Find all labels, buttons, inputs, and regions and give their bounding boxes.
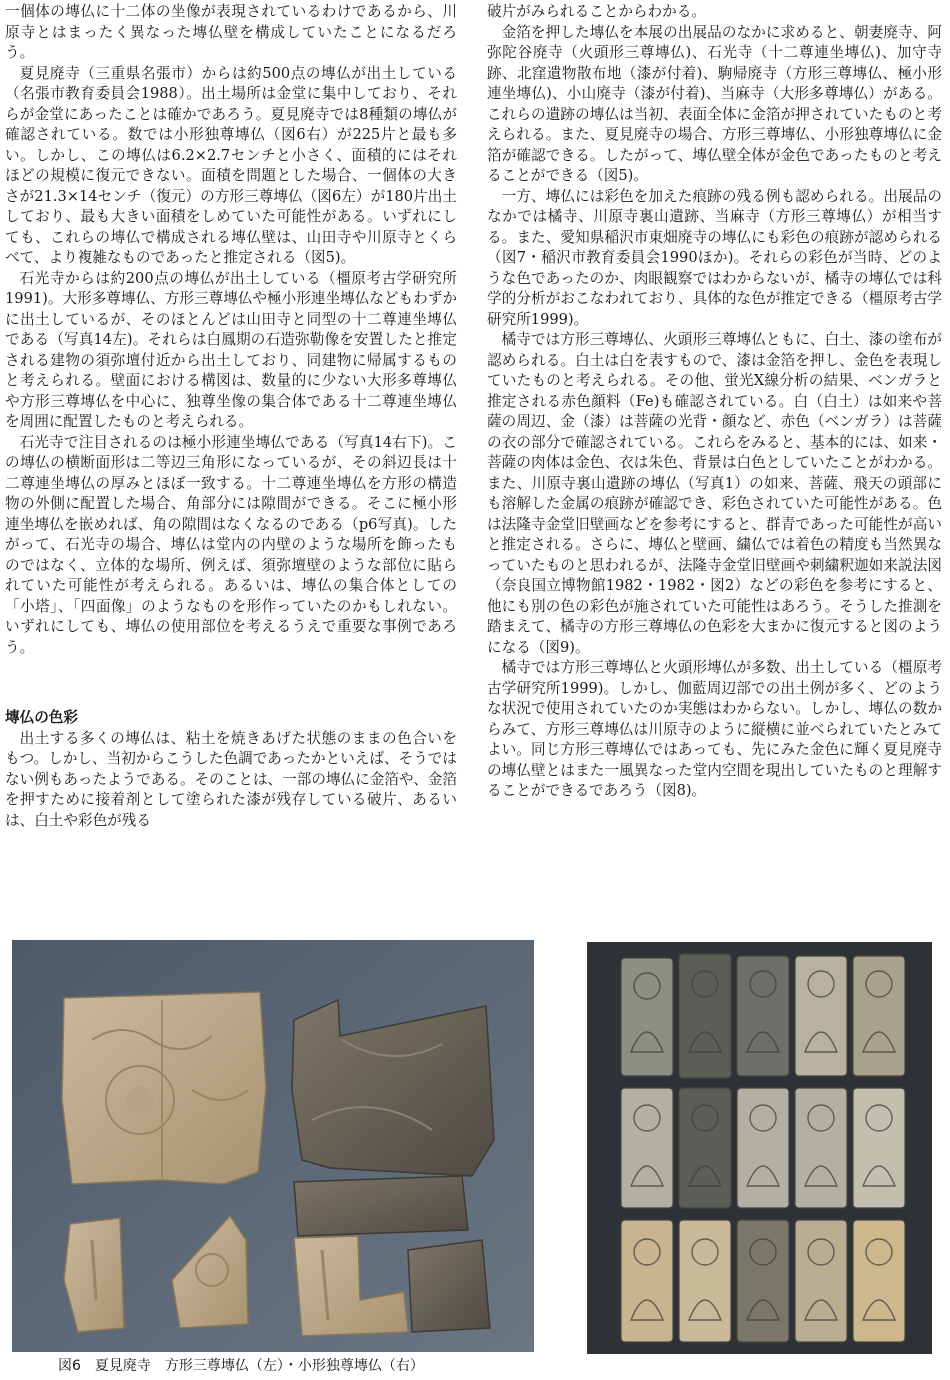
photo-small-single-buddha-tiles: [587, 942, 932, 1354]
paragraph: 石光寺で注目されるのは極小形連坐塼仏である（写真14右下)。この塼仏の横断面形は二等辺三角形になっているが、その斜辺長は十二尊連坐塼仏の厚みとほぼ一致する。十二尊連坐塼仏を方形の構造物の外側に配置した場合、角部分には隙間ができる。そこに極小形連坐塼仏を嵌めれば、角の隙間はなくなるのである（p6写真)。したがって、石光寺の場合、塼仏は堂内の内壁のような場所を飾ったものではなく、立体的な場所、例えば、須弥壇壁のような部位に貼られていた可能性が考えられる。あるいは、塼仏の集合体としての「小塔」、「四面像」のようなものを形作っていたのかもしれない。いずれにしても、塼仏の使用部位を考えるうえで重要な事例であろう。: [5, 433, 457, 656]
right-text-column: [487, 2, 942, 802]
figure-caption: 図6 夏見廃寺 方形三尊塼仏（左）・小形独尊塼仏（右）: [58, 1358, 424, 1374]
photo-square-triad-tiles: [12, 940, 534, 1352]
left-text-column: [5, 2, 457, 831]
paragraph: 一個体の塼仏に十二体の坐像が表現されているわけであるから、川原寺とはまったく異なった塼仏壁を構成していたことになるだろう。: [5, 3, 457, 61]
paragraph: 夏見廃寺（三重県名張市）からは約500点の塼仏が出土している（名張市教育委員会1988）。出土場所は金堂に集中しており、それらが金堂にあったことは確かであろう。夏見廃寺では8種類の塼仏が確認されている。数では小形独尊塼仏（図6右）が225片と最も多い。しかし、この塼仏は6.2×2.7センチと小さく、面積的にはそれほどの規模に復元できない。面積を問題とした場合、一個体の大きさが21.3×14センチ（復元）の方形三尊塼仏（図6左）が180片出土しており、最も大きい面積をしめていた可能性がある。いずれにしても、これらの塼仏で構成される塼仏壁は、山田寺や川原寺とくらべて、より複雑なものであったと推定される（図5)。: [5, 64, 457, 266]
paragraph: 橘寺では方形三尊塼仏と火頭形塼仏が多数、出土している（橿原考古学研究所1999)。しかし、伽藍周辺部での出土例が多く、どのような状況で使用されていたのか実態はわからない。しかし、塼仏の数からみて、方形三尊塼仏は川原寺のように縦横に並べられていたとみてよい。同じ方形三尊塼仏ではあっても、先にみた金色に輝く夏見廃寺の塼仏壁とはまた一風異なった堂内空間を現出していたものと理解することができるであろう（図8)。: [487, 659, 942, 799]
paragraph: 出土する多くの塼仏は、粘土を焼きあげた状態のままの色合いをもつ。しかし、当初からこうした色調であったかといえば、そうではない例もあったようである。そのことは、一部の塼仏に金箔や、金箔を押すために接着剤として塗られた漆が残存している破片、あるいは、白土や彩色が残る: [5, 729, 457, 829]
paragraph: 一方、塼仏には彩色を加えた痕跡の残る例も認められる。出展品のなかでは橘寺、川原寺裏山遺跡、当麻寺（方形三尊塼仏）が相当する。また、愛知県稲沢市東畑廃寺の塼仏にも彩色の痕跡が認められる（図7・稲沢市教育委員会1990ほか)。それらの彩色が当時、どのような色であったのか、肉眼観察ではわからないが、橘寺の塼仏では科学的分析がおこなわれており、具体的な色が推定できる（橿原考古学研究所1999)。: [487, 187, 942, 328]
section-heading: 塼仏の色彩: [5, 709, 78, 726]
paragraph: 金箔を押した塼仏を本展の出展品のなかに求めると、朝妻廃寺、阿弥陀谷廃寺（火頭形三尊塼仏)、石光寺（十二尊連坐塼仏)、加守寺跡、北窪遺物散布地（漆が付着)、駒帰廃寺（方形三尊塼仏、極小形連坐塼仏)、小山廃寺（漆が付着)、当麻寺（大形多尊塼仏）がある。これらの遺跡の塼仏は当初、表面全体に金箔が押されていたものと考えられる。また、夏見廃寺の場合、方形三尊塼仏、小形独尊塼仏に金箔が確認できる。したがって、塼仏壁全体が金色であったものと考えることができる（図5)。: [487, 23, 942, 184]
paragraph: 橘寺では方形三尊塼仏、火頭形三尊塼仏ともに、白土、漆の塗布が認められる。白土は白を表すもので、漆は金箔を押し、金色を表現していたものと考えられる。その他、蛍光X線分析の結果、ベンガラと推定される赤色顔料（Fe)も確認されている。白（白土）は如来や菩薩の周辺、金（漆）は菩薩の光背・顔など、赤色（ベンガラ）は菩薩の衣の部分で確認されている。これらをみると、基本的には、如来・菩薩の肉体は金色、衣は朱色、背景は白色としていたことがわかる。また、川原寺裏山遺跡の塼仏（写真1）の如来、菩薩、飛天の頭部にも溶解した金属の痕跡が確認でき、彩色されていた可能性がある。色は法隆寺金堂旧壁画などを参考にすると、群青であった可能性が高いと推定される。さらに、塼仏と壁画、繍仏では着色の精度も当然異なっていたものと思われるが、法隆寺金堂旧壁画や刺繍釈迦如来説法図（奈良国立博物館1982・1982・図2）などの彩色を参考にすると、他にも別の色の彩色が施されていた可能性はあろう。そうした推測を踏まえて、橘寺の方形三尊塼仏の色彩を大まかに復元すると図のようになる（図9)。: [487, 331, 942, 656]
paragraph: 破片がみられることからわかる。: [487, 3, 706, 20]
paragraph: 石光寺からは約200点の塼仏が出土している（橿原考古学研究所1991)。大形多尊塼仏、方形三尊塼仏や極小形連坐塼仏などもわずかに出土しているが、そのほとんどは山田寺と同型の十二尊連坐塼仏である（写真14左)。それらは白鳳期の石造弥勒像を安置したと推定される建物の須弥壇付近から出土しており、同建物に帰属するものと考えられる。壁面における構図は、数量的に少ない大形多尊塼仏や方形三尊塼仏を中心に、独尊坐像の集合体である十二尊連坐塼仏を周囲に配置したものと考えられる。: [5, 269, 457, 430]
